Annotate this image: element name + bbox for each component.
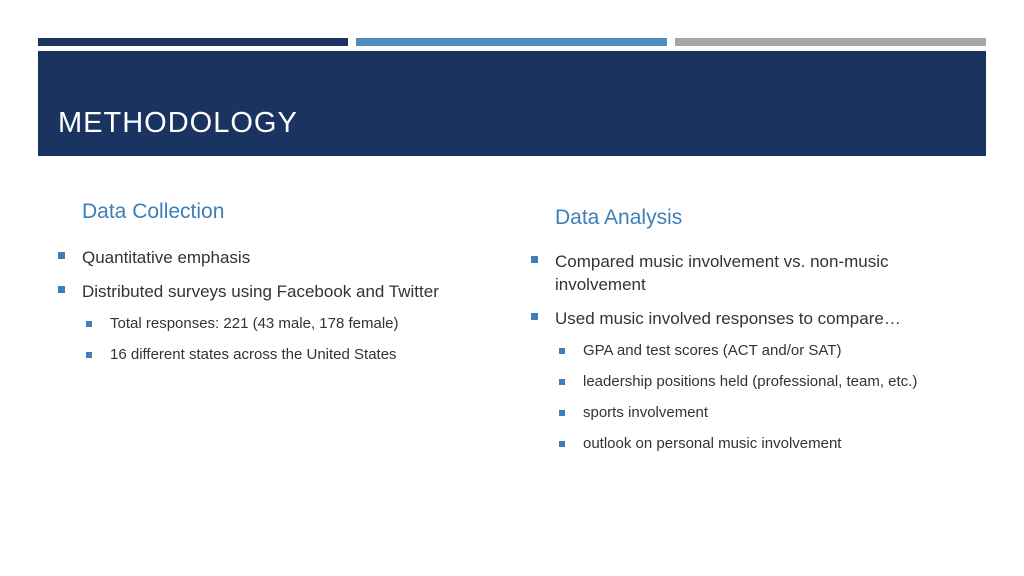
list-item-text: sports involvement [583,404,709,421]
accent-bar-blue [356,38,667,46]
accent-bar-gray [675,38,986,46]
square-bullet-icon [559,348,565,354]
title-band [38,51,986,156]
list-item-text: GPA and test scores (ACT and/or SAT) [583,342,842,359]
list-item-text: leadership positions held (professional, team, etc.) [583,373,918,390]
list-item [528,403,948,423]
square-bullet-icon [559,410,565,416]
right-column [528,200,948,465]
list-item [55,314,495,334]
list-item [528,372,948,392]
list-item [55,280,495,303]
list-item [55,246,495,269]
left-column [55,200,495,376]
list-item [528,341,948,361]
square-bullet-icon [559,379,565,385]
list-item [528,250,948,296]
list-item-text: Compared music involvement vs. non-music involvement [555,252,889,294]
list-item-text: Used music involved responses to compare… [555,309,901,328]
accent-bar-navy [38,38,348,46]
square-bullet-icon [58,252,65,259]
square-bullet-icon [58,286,65,293]
list-item [528,434,948,454]
right-bullet-list [528,250,948,454]
list-item-text: Distributed surveys using Facebook and Twitter [82,282,439,301]
square-bullet-icon [86,352,92,358]
list-item-text: outlook on personal music involvement [583,435,842,452]
slide-title: METHODOLOGY [58,107,298,139]
square-bullet-icon [531,313,538,320]
square-bullet-icon [559,441,565,447]
list-item [55,345,495,365]
list-item-text: 16 different states across the United States [110,346,397,363]
square-bullet-icon [86,321,92,327]
square-bullet-icon [531,256,538,263]
right-column-heading: Data Analysis [555,206,683,229]
list-item-text: Quantitative emphasis [82,248,251,267]
list-item-text: Total responses: 221 (43 male, 178 female) [110,315,399,332]
left-bullet-list [55,246,495,365]
left-column-heading: Data Collection [82,200,225,223]
list-item [528,307,948,330]
